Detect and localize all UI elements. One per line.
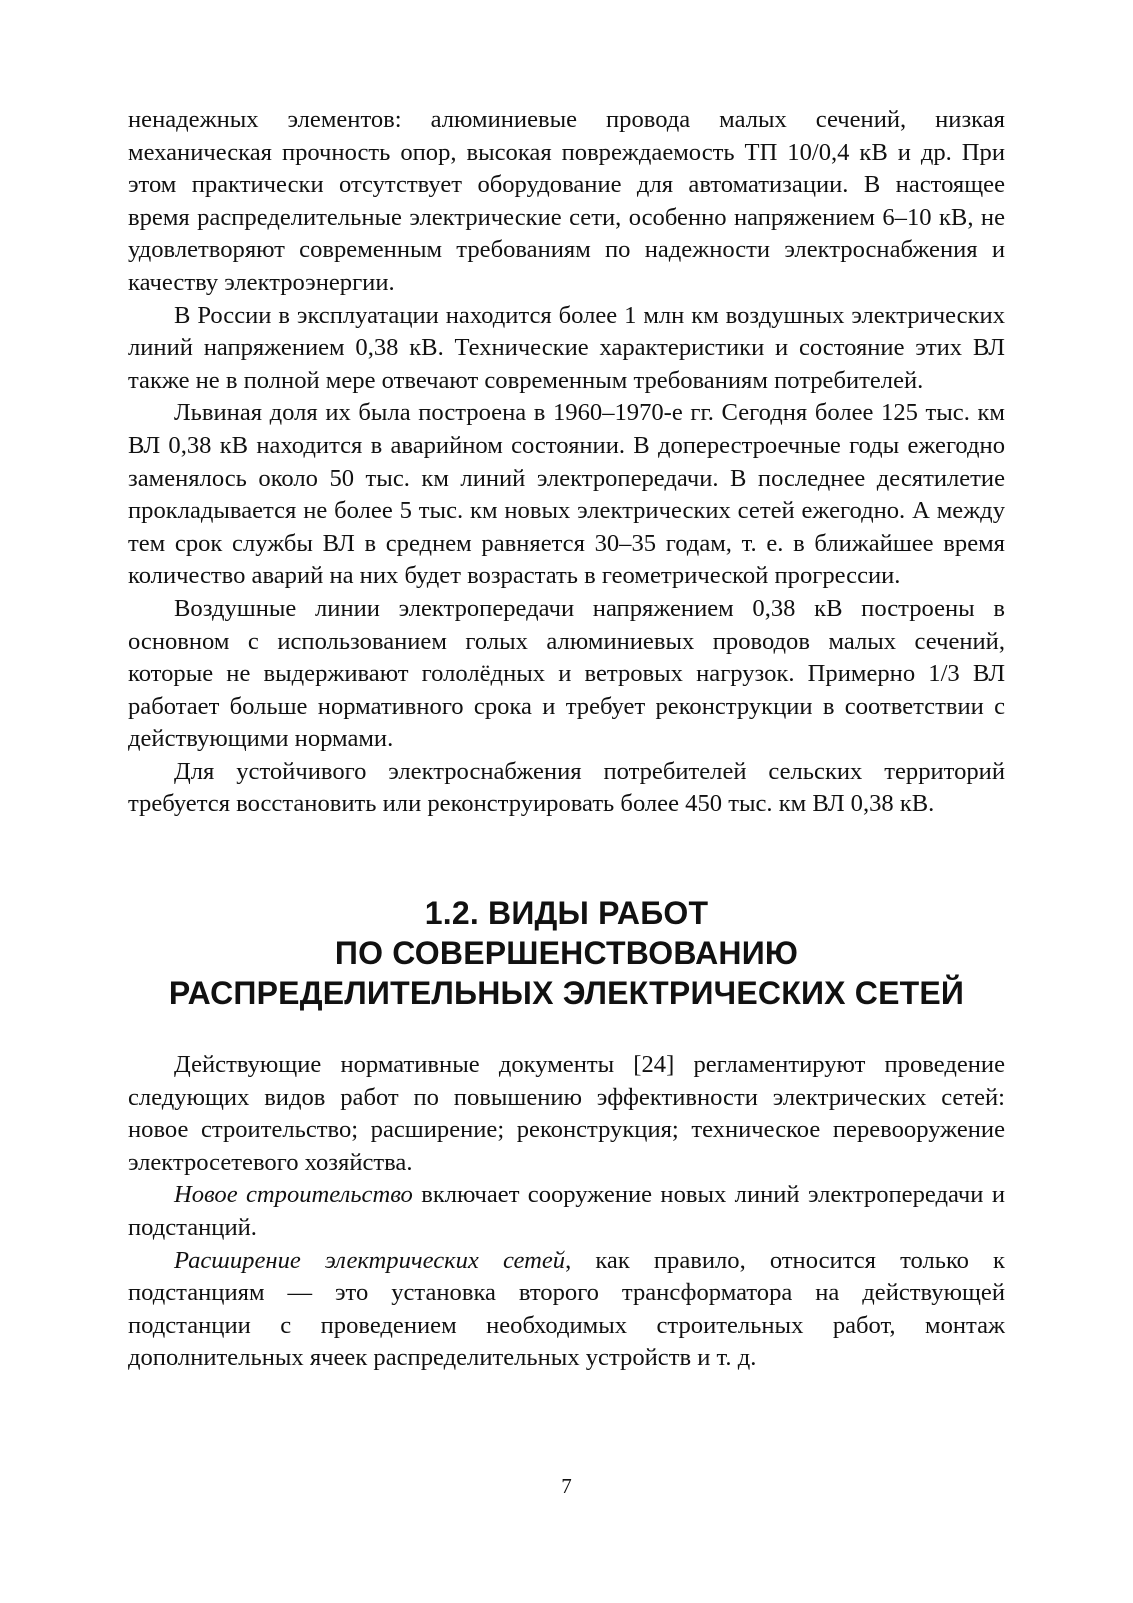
paragraph-8-text: , как правило, относится только к подстанциям — это установка второго трансформатора на действующей подстанции с проведением необходимых строительных работ, монтаж дополнительных ячеек распределительных устройств и т. д. [128, 1246, 1005, 1372]
paragraph-3: Львиная доля их была построена в 1960–1970-е гг. Сегодня более 125 тыс. км ВЛ 0,38 кВ находится в аварийном состоянии. В доперестроечные годы ежегодно заменялось около 50 тыс. км линий электропередачи. В последнее десятилетие прокладывается не более 5 тыс. км новых электрических сетей ежегодно. А между тем срок службы ВЛ в среднем равняется 30–35 годам, т. е. в ближайшее время количество аварий на них будет возрастать в геометрической прогрессии. [128, 399, 1005, 590]
paragraph-7 [128, 1179, 1005, 1244]
page-number: 7 [561, 1474, 572, 1498]
paragraph-2: В России в эксплуатации находится более 1 млн км воздушных электрических линий напряжением 0,38 кВ. Технические характеристики и состояние этих ВЛ также не в полной мере отвечают современным требованиям потребителей. [128, 301, 1005, 394]
section-heading-line-3: РАСПРЕДЕЛИТЕЛЬНЫХ ЭЛЕКТРИЧЕСКИХ СЕТЕЙ [168, 975, 965, 1012]
section-heading [128, 893, 1005, 1013]
paragraph-8 [128, 1245, 1005, 1375]
paragraph-4: Воздушные линии электропередачи напряжением 0,38 кВ построены в основном с использованием голых алюминиевых проводов малых сечений, которые не выдерживают гололёдных и ветровых нагрузок. Примерно 1/3 ВЛ работает больше нормативного срока и требует реконструкции в соответствии с действующими нормами. [128, 594, 1005, 753]
section-heading-line-1: 1.2. ВИДЫ РАБОТ [424, 895, 709, 932]
term-new-construction: Новое строительство [174, 1181, 413, 1209]
term-expansion: Расширение электрических сетей [174, 1246, 566, 1274]
paragraph-1: ненадежных элементов: алюминиевые провода малых сечений, низкая механическая прочность опор, высокая повреждаемость ТП 10/0,4 кВ и др. При этом практически отсутствует оборудование для автоматизации. В настоящее время распределительные электрические сети, особенно напряжением 6–10 кВ, не удовлетворяют современным требованиям по надежности электроснабжения и качеству электроэнергии. [128, 106, 1005, 296]
section-heading-line-2: ПО СОВЕРШЕНСТВОВАНИЮ [334, 935, 799, 972]
paragraph-7-text: включает сооружение новых линий электропередачи и подстанций. [128, 1181, 1005, 1242]
paragraph-6: Действующие нормативные документы [24] регламентируют проведение следующих видов работ по повышению эффективности электрических сетей: новое строительство; расширение; реконструкция; техническое перевооружение электросетевого хозяйства. [128, 1051, 1005, 1176]
page-body [128, 104, 1005, 1375]
paragraph-5: Для устойчивого электроснабжения потребителей сельских территорий требуется восстановить или реконструировать более 450 тыс. км ВЛ 0,38 кВ. [128, 757, 1005, 818]
